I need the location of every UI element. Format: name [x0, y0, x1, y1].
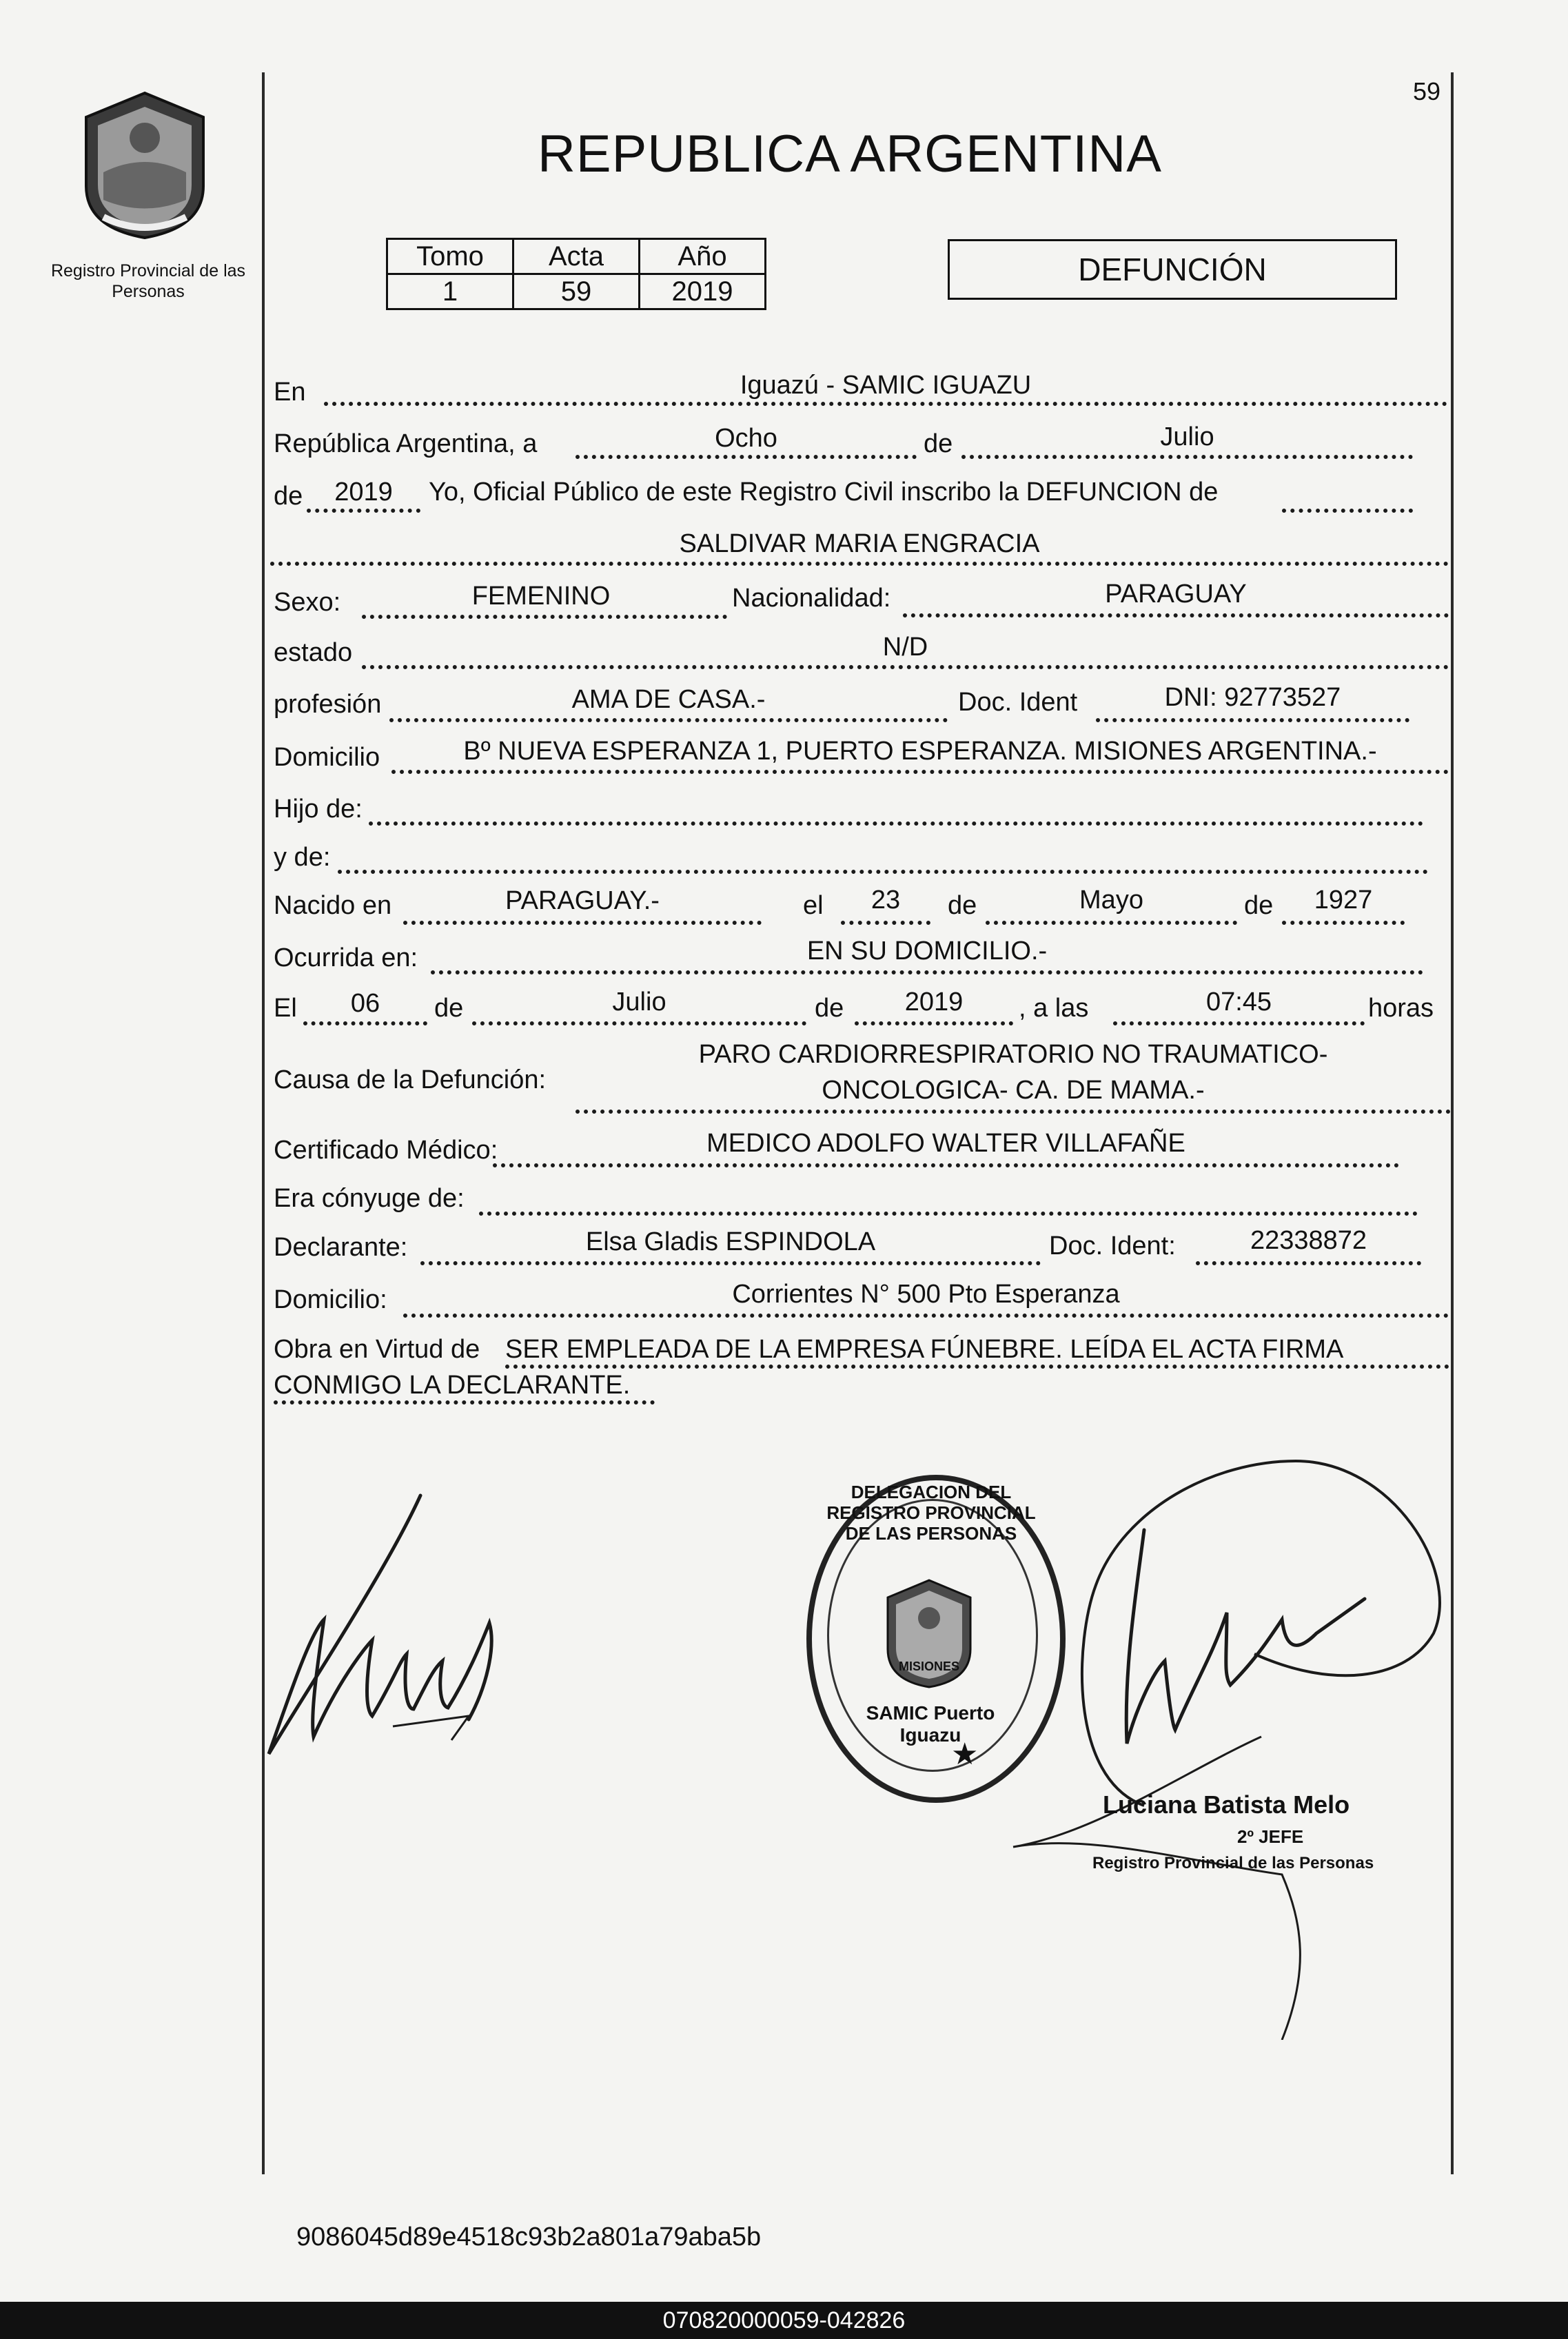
causa-label: Causa de la Defunción:: [274, 1065, 547, 1094]
domicilio-label: Domicilio: [274, 743, 380, 772]
obra-line1: SER EMPLEADA DE LA EMPRESA FÚNEBRE. LEÍDA EL ACTA FIRMA: [505, 1335, 1344, 1364]
def-anio-value: 2019: [904, 988, 964, 1017]
stamp-ring-text: DELEGACION DEL REGISTRO PROVINCIAL DE LAS PERSONAS: [826, 1482, 1036, 1544]
el-label: el: [803, 891, 824, 920]
official-name: Luciana Batista Melo: [1103, 1790, 1350, 1819]
obra-label: Obra en Virtud de: [274, 1335, 480, 1364]
province-seal: [76, 90, 214, 241]
estado-label: estado: [274, 638, 353, 667]
hijo-label: Hijo de:: [274, 795, 363, 824]
conyuge-line: [479, 1212, 1418, 1216]
doc-ident-value: DNI: 92773527: [1164, 683, 1341, 712]
official-office: Registro Provincial de las Personas: [1092, 1854, 1374, 1872]
page-number: 59: [1413, 77, 1441, 105]
profesion-line: [389, 718, 948, 722]
nac-dia-value: 23: [870, 886, 901, 915]
tomo-value: 1: [387, 274, 513, 309]
de-label-4: de: [1244, 891, 1274, 920]
tomo-acta-table: [386, 238, 766, 310]
domicilio-value: Bº NUEVA ESPERANZA 1, PUERTO ESPERANZA. MISIONES ARGENTINA.-: [463, 737, 1377, 766]
nacido-label: Nacido en: [274, 891, 392, 920]
de-label-3: de: [948, 891, 977, 920]
certificado-value: MEDICO ADOLFO WALTER VILLAFAÑE: [706, 1129, 1185, 1158]
doc-ident-line: [1096, 718, 1409, 722]
republica-label: República Argentina, a: [274, 429, 538, 458]
doc-ident2-label: Doc. Ident:: [1049, 1232, 1176, 1260]
declarante-label: Declarante:: [274, 1233, 408, 1262]
dia-line: [576, 455, 917, 459]
de-label-6: de: [815, 994, 844, 1023]
doc-ident-label: Doc. Ident: [958, 688, 1078, 717]
nac-dia-line: [841, 921, 930, 925]
certificado-label: Certificado Médico:: [274, 1136, 498, 1165]
declarante-line: [420, 1261, 1041, 1265]
def-hora-line: [1113, 1021, 1365, 1025]
El-label: El: [274, 994, 297, 1023]
def-mes-line: [472, 1021, 806, 1025]
de-label-5: de: [434, 994, 464, 1023]
doc-ident2-value: 22338872: [1250, 1226, 1367, 1255]
ocurrida-value: EN SU DOMICILIO.-: [806, 937, 1048, 966]
hijo-line: [369, 821, 1423, 826]
obra-line2: CONMIGO LA DECLARANTE.: [274, 1371, 631, 1400]
anio-registro: 2019: [334, 478, 393, 507]
footer-code: 070820000059-042826: [0, 2302, 1568, 2339]
nombre-line: [270, 562, 1449, 566]
obra-underline2: [274, 1400, 655, 1405]
acta-label: Acta: [513, 239, 640, 274]
nacido-lugar-line: [403, 921, 762, 925]
def-anio-line: [855, 1021, 1013, 1025]
page-title: REPUBLICA ARGENTINA: [538, 125, 1162, 183]
sexo-label: Sexo:: [274, 588, 341, 617]
anio-line: [307, 509, 420, 513]
oficial-text: Yo, Oficial Público de este Registro Civil inscribo la DEFUNCION de: [429, 478, 1219, 507]
ocurrida-label: Ocurrida en:: [274, 943, 418, 972]
nacido-lugar-value: PARAGUAY.-: [505, 886, 660, 915]
estado-value: N/D: [882, 633, 928, 662]
left-margin-rule: [262, 72, 265, 2174]
obra-underline1: [505, 1365, 1449, 1369]
nac-mes-value: Mayo: [1079, 886, 1143, 915]
oficial-line: [1282, 509, 1413, 513]
yde-label: y de:: [274, 843, 331, 872]
nacionalidad-value: PARAGUAY: [1105, 580, 1247, 609]
causa-line1: PARO CARDIORRESPIRATORIO NO TRAUMATICO-: [698, 1040, 1328, 1069]
acta-value: 59: [513, 274, 640, 309]
official-title: 2º JEFE: [1237, 1826, 1304, 1847]
dia-registro: Ocho: [715, 424, 777, 453]
lugar-value: Iguazú - SAMIC IGUAZU: [740, 371, 1032, 400]
official-signature: [1006, 1447, 1461, 2040]
estado-line: [362, 665, 1449, 669]
causa-line2: ONCOLOGICA- CA. DE MAMA.-: [822, 1076, 1205, 1105]
document-hash: 9086045d89e4518c93b2a801a79aba5b: [296, 2223, 762, 2251]
lugar-line: [324, 402, 1447, 406]
anio-value: 2019: [640, 274, 766, 309]
def-mes-value: Julio: [612, 988, 666, 1017]
horas-label: horas: [1368, 994, 1434, 1023]
stamp-center-text: MISIONES: [898, 1659, 959, 1673]
de-label-2: de: [274, 482, 303, 511]
profesion-label: profesión: [274, 690, 382, 719]
domicilio2-value: Corrientes N° 500 Pto Esperanza: [732, 1280, 1120, 1309]
causa-line: [576, 1110, 1451, 1114]
nac-mes-line: [986, 921, 1237, 925]
domicilio2-label: Domicilio:: [274, 1285, 387, 1314]
nac-anio-line: [1282, 921, 1405, 925]
ocurrida-line: [431, 970, 1423, 974]
sexo-value: FEMENINO: [471, 582, 611, 611]
def-dia-value: 06: [350, 989, 380, 1018]
sexo-line: [362, 615, 727, 619]
anio-label: Año: [640, 239, 766, 274]
de-label-1: de: [924, 429, 953, 458]
en-label: En: [274, 378, 306, 407]
stamp-star-icon: ★: [951, 1737, 979, 1771]
tomo-label: Tomo: [387, 239, 513, 274]
stamp-inner-text: SAMIC Puerto Iguazu: [866, 1702, 995, 1746]
profesion-value: AMA DE CASA.-: [571, 685, 766, 714]
domicilio-line: [391, 770, 1449, 774]
nacionalidad-line: [903, 613, 1449, 617]
registry-label: Registro Provincial de las Personas: [50, 261, 246, 301]
certificado-line: [493, 1163, 1399, 1167]
alas-label: , a las: [1019, 994, 1089, 1023]
doc-ident2-line: [1196, 1261, 1421, 1265]
doc-type-box: DEFUNCIÓN: [948, 239, 1397, 300]
conyuge-label: Era cónyuge de:: [274, 1184, 465, 1213]
def-dia-line: [303, 1021, 427, 1025]
domicilio2-line: [403, 1314, 1449, 1318]
mes-line: [961, 455, 1413, 459]
declarante-signature: [262, 1489, 551, 1778]
nac-anio-value: 1927: [1314, 886, 1373, 915]
nacionalidad-label: Nacionalidad:: [732, 584, 891, 613]
def-hora-value: 07:45: [1205, 988, 1272, 1017]
nombre-value: SALDIVAR MARIA ENGRACIA: [679, 529, 1040, 558]
declarante-value: Elsa Gladis ESPINDOLA: [585, 1227, 876, 1256]
yde-line: [338, 870, 1428, 874]
mes-registro: Julio: [1160, 422, 1214, 451]
